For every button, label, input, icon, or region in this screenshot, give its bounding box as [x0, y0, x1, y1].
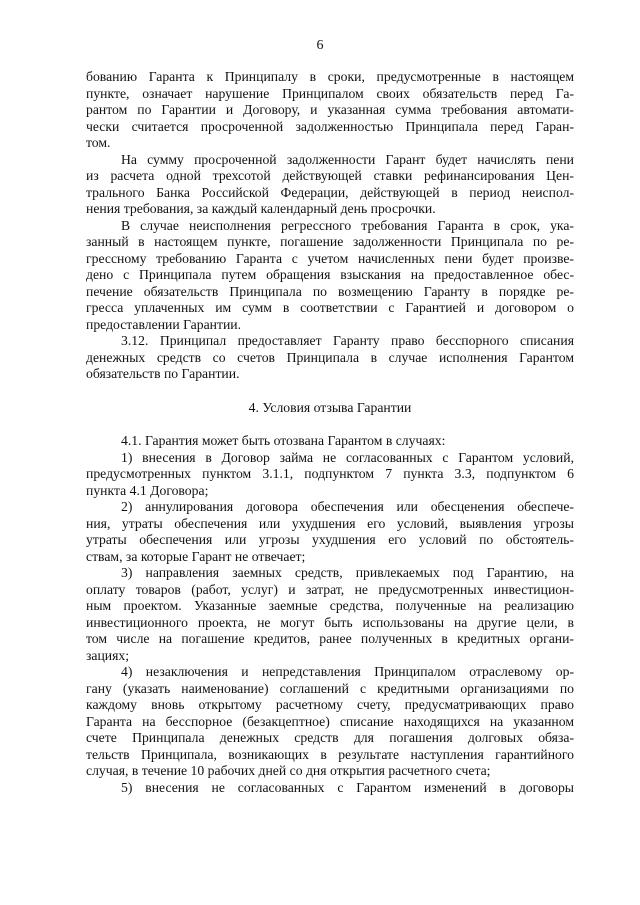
text-line: ствам, за которые Гарант не отвечает; — [86, 548, 306, 564]
text-line: 5) внесения не согласованных с Гарантом изменений в договоры — [121, 779, 574, 795]
text-line: из расчета одной трехсотой действующей ставки рефинансирования Цен- — [86, 168, 574, 183]
text-line: счете Принципала денежных средств для погашения долговых обяза- — [86, 730, 574, 745]
text-line: 4) незаключения и непредставления Принципалом отраслевому ор- — [121, 664, 574, 679]
text-line: обязательств по Гарантии. — [86, 366, 240, 381]
text-line: гресса уплаченных им сумм в соответствии с Гарантией и договором о — [86, 300, 574, 315]
text-line: 1) внесения в Договор займа не согласованных с Гарантом условий, — [121, 449, 574, 465]
text-line: предоставлении Гарантии. — [86, 316, 242, 332]
text-line: занный в настоящем пункте, погашение задолженности Принципала по ре- — [86, 234, 574, 249]
text-line: нения требования, за каждый календарный день просрочки. — [86, 201, 436, 216]
text-line: печение обязательств Принципала по возмещению Гаранту в порядке ре- — [86, 283, 574, 299]
text-line: том числе на погашение кредитов, ранее полученных в кредитных органи- — [86, 631, 574, 646]
text-line: 4.1. Гарантия может быть отозвана Гарантом в случаях: — [121, 433, 446, 448]
text-line: В случае неисполнения регрессного требования Гаранта в срок, ука- — [121, 217, 574, 233]
text-line: Гаранта на бесспорное (безакцептное) списание находящихся на указанном — [86, 713, 574, 729]
text-line: пункте, означает нарушение Принципалом своих обязательств перед Га- — [86, 85, 574, 101]
text-line: оплату товаров (работ, услуг) и затрат, не предусмотренных инвестицион- — [86, 581, 574, 597]
text-line: утраты обеспечения или угрозы ухудшения его условий по обстоятель- — [86, 532, 574, 547]
text-line: каждому вновь открытому расчетному счету, предусматривающих право — [86, 697, 574, 712]
text-line: случая, в течение 10 рабочих дней со дня открытия расчетного счета; — [86, 763, 491, 778]
text-line: дено с Принципала путем обращения взыскания на предоставленное обес- — [86, 267, 574, 282]
text-line: 2) аннулирования договора обеспечения или обесценения обеспече- — [121, 499, 574, 514]
text-line: чески считается просроченной задолженностью Принципала перед Гаран- — [86, 118, 574, 134]
text-line: 3.12. Принципал предоставляет Гаранту право бесспорного списания — [121, 333, 574, 348]
text-line: пункта 4.1 Договора; — [86, 482, 209, 498]
text-line: ным проектом. Указанные заемные средства, полученные на реализацию — [86, 598, 574, 613]
text-line: денежных средств со счетов Принципала в случае исполнения Гарантом — [86, 349, 574, 365]
text-line: бованию Гаранта к Принципалу в сроки, предусмотренные в настоящем — [86, 69, 574, 84]
text-line: зациях; — [86, 647, 130, 663]
text-line: трального Банка Российской Федерации, действующей в период неиспол- — [86, 184, 574, 200]
text-line: ния, утраты обеспечения или ухудшения его условий, выявления угрозы — [86, 515, 574, 531]
text-line: рантом по Гарантии и Договору, и указанная сумма требования автомати- — [86, 102, 574, 117]
text-line: гану (указать наименование) соглашений с кредитными организациями по — [86, 680, 574, 696]
page-number: 6 — [316, 38, 324, 53]
text-line: На сумму просроченной задолженности Гарант будет начислять пени — [121, 151, 574, 167]
text-line: тельств Принципала, возникающих в результате наступления гарантийного — [86, 746, 574, 762]
text-line: том. — [86, 135, 111, 150]
section-heading: 4. Условия отзыва Гарантии — [248, 399, 412, 415]
text-line: 3) направления заемных средств, привлекаемых под Гарантию, на — [121, 565, 574, 580]
text-line: инвестиционного проекта, не могут быть использованы на другие цели, в — [86, 614, 574, 630]
text-line: предусмотренных пунктом 3.1.1, подпунктом 7 пункта 3.3, подпунктом 6 — [86, 466, 574, 481]
document-body — [86, 69, 574, 796]
text-line: грессному требованию Гаранта с учетом начисленных пени будет произве- — [86, 250, 574, 266]
